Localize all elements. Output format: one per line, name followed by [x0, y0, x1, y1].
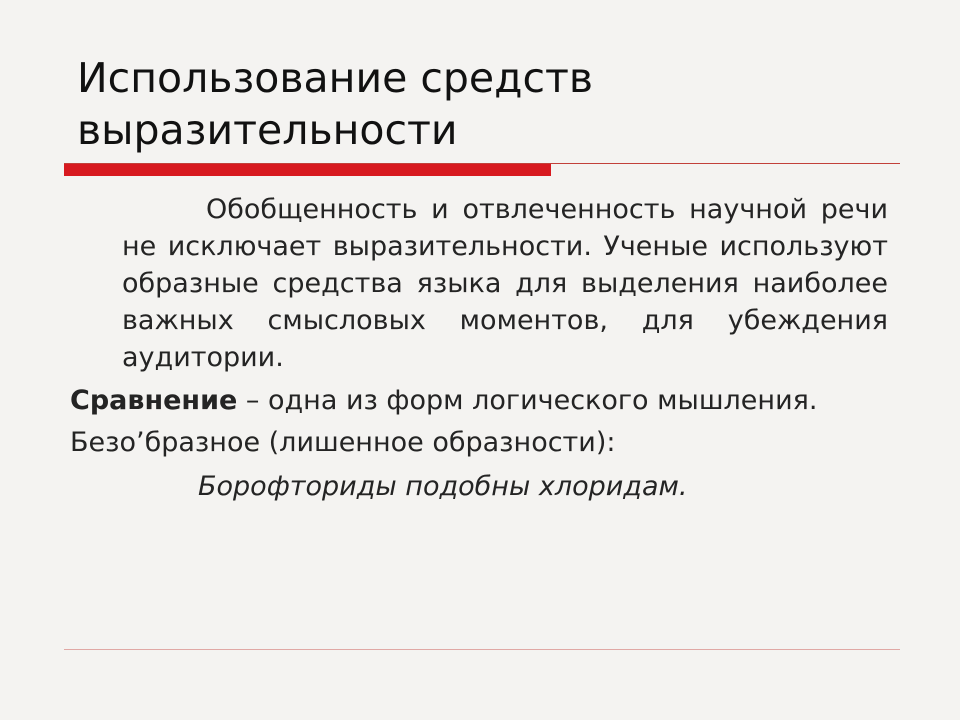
- paragraph-scientific-speech: Обобщенность и отвлеченность научной речи не исключает выразительности. Ученые используют образные средства языка для выделения наиболее важных смысловых моментов, для убеждения аудитории.: [122, 194, 888, 373]
- term-definition: – одна из форм логического мышления.: [237, 385, 818, 416]
- title-line-1: Использование средств: [77, 54, 594, 102]
- paragraph-imageless: Безо’бразное (лишенное образности):: [70, 427, 616, 458]
- bottom-divider: [64, 649, 900, 650]
- title-line-2: выразительности: [77, 106, 458, 154]
- slide-title: [77, 52, 817, 156]
- slide-content: [70, 191, 888, 505]
- example-sentence: Борофториды подобны хлоридам.: [198, 471, 688, 502]
- paragraph-comparison: [70, 382, 888, 419]
- term-comparison: Сравнение: [70, 385, 238, 416]
- title-divider-thick: [64, 164, 551, 176]
